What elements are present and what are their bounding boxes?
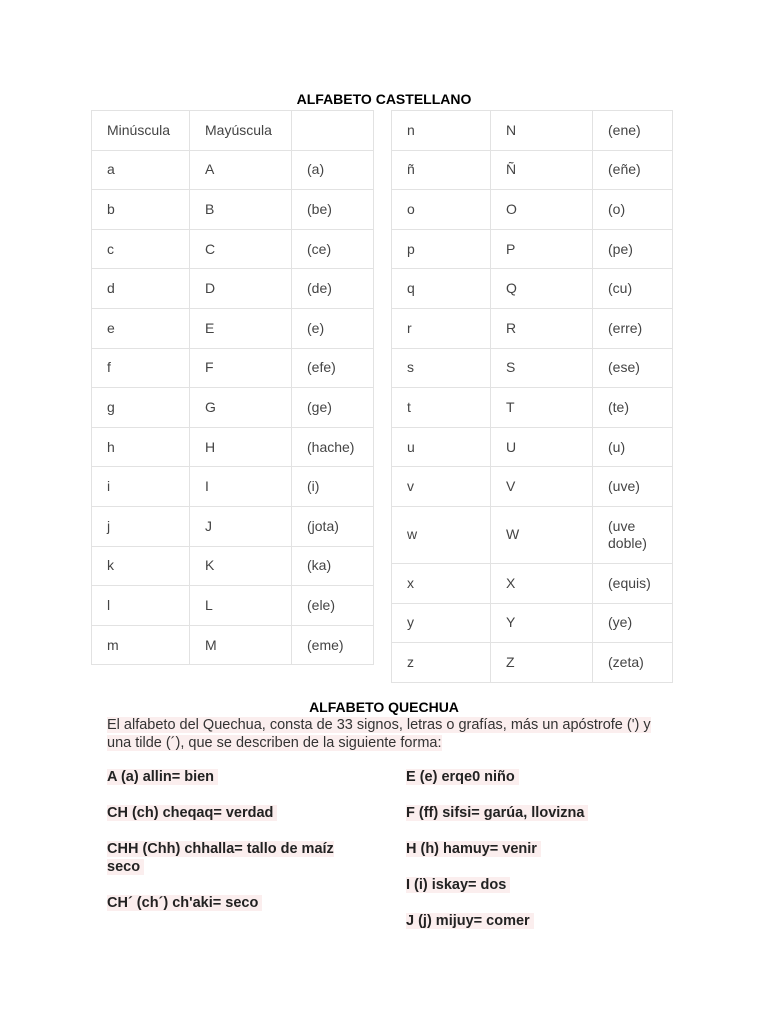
table-row bbox=[92, 308, 374, 348]
header-mayuscula: Mayúscula bbox=[190, 111, 292, 151]
lowercase-cell: k bbox=[92, 546, 190, 586]
quechua-letter-text: E (e) erqe0 niño bbox=[406, 769, 519, 785]
table-row bbox=[392, 269, 673, 309]
uppercase-cell: J bbox=[190, 506, 292, 546]
quechua-letter-item bbox=[107, 804, 357, 822]
lowercase-cell: r bbox=[392, 308, 491, 348]
lowercase-cell: w bbox=[392, 506, 491, 563]
uppercase-cell: Ñ bbox=[491, 150, 593, 190]
uppercase-cell: B bbox=[190, 190, 292, 230]
uppercase-cell: O bbox=[491, 190, 593, 230]
letter-name-cell: (eñe) bbox=[593, 150, 673, 190]
uppercase-cell: L bbox=[190, 586, 292, 626]
table-row bbox=[392, 563, 673, 603]
table-row bbox=[392, 506, 673, 563]
uppercase-cell: X bbox=[491, 563, 593, 603]
uppercase-cell: T bbox=[491, 388, 593, 428]
table-row bbox=[92, 348, 374, 388]
lowercase-cell: t bbox=[392, 388, 491, 428]
letter-name-cell: (u) bbox=[593, 427, 673, 467]
quechua-list-left bbox=[107, 768, 357, 930]
lowercase-cell: a bbox=[92, 150, 190, 190]
letter-name-cell: (ele) bbox=[292, 586, 374, 626]
table-row bbox=[392, 308, 673, 348]
letter-name-cell: (pe) bbox=[593, 229, 673, 269]
table-row bbox=[92, 625, 374, 665]
lowercase-cell: l bbox=[92, 586, 190, 626]
table-row bbox=[92, 150, 374, 190]
lowercase-cell: v bbox=[392, 467, 491, 507]
quechua-letter-item bbox=[107, 894, 357, 912]
table-row bbox=[392, 229, 673, 269]
letter-name-cell: (ge) bbox=[292, 388, 374, 428]
lowercase-cell: d bbox=[92, 269, 190, 309]
uppercase-cell: V bbox=[491, 467, 593, 507]
table-row bbox=[392, 467, 673, 507]
quechua-letter-item bbox=[406, 876, 656, 894]
uppercase-cell: A bbox=[190, 150, 292, 190]
quechua-letter-text: J (j) mijuy= comer bbox=[406, 913, 534, 929]
table-row bbox=[392, 348, 673, 388]
uppercase-cell: E bbox=[190, 308, 292, 348]
lowercase-cell: u bbox=[392, 427, 491, 467]
lowercase-cell: o bbox=[392, 190, 491, 230]
letter-name-cell: (hache) bbox=[292, 427, 374, 467]
uppercase-cell: H bbox=[190, 427, 292, 467]
table-row bbox=[92, 190, 374, 230]
quechua-letter-text: I (i) iskay= dos bbox=[406, 877, 510, 893]
letter-name-cell: (eme) bbox=[292, 625, 374, 665]
lowercase-cell: s bbox=[392, 348, 491, 388]
lowercase-cell: f bbox=[92, 348, 190, 388]
uppercase-cell: P bbox=[491, 229, 593, 269]
letter-name-cell: (jota) bbox=[292, 506, 374, 546]
quechua-letter-item bbox=[406, 912, 656, 930]
quechua-letter-text: CH (ch) cheqaq= verdad bbox=[107, 805, 277, 821]
lowercase-cell: e bbox=[92, 308, 190, 348]
uppercase-cell: W bbox=[491, 506, 593, 563]
table-row bbox=[92, 388, 374, 428]
quechua-letter-text: CHH (Chh) chhalla= tallo de maíz seco bbox=[107, 841, 334, 875]
table-row bbox=[92, 427, 374, 467]
table-row bbox=[92, 229, 374, 269]
castellano-title: ALFABETO CASTELLANO bbox=[296, 91, 472, 107]
castellano-table-left bbox=[91, 110, 374, 665]
letter-name-cell: (uve) bbox=[593, 467, 673, 507]
lowercase-cell: ñ bbox=[392, 150, 491, 190]
lowercase-cell: m bbox=[92, 625, 190, 665]
letter-name-cell: (de) bbox=[292, 269, 374, 309]
uppercase-cell: Q bbox=[491, 269, 593, 309]
quechua-letter-item bbox=[406, 804, 656, 822]
lowercase-cell: z bbox=[392, 643, 491, 683]
letter-name-cell: (ese) bbox=[593, 348, 673, 388]
lowercase-cell: y bbox=[392, 603, 491, 643]
uppercase-cell: N bbox=[491, 111, 593, 151]
quechua-letter-text: F (ff) sifsi= garúa, llovizna bbox=[406, 805, 588, 821]
quechua-letter-text: A (a) allin= bien bbox=[107, 769, 218, 785]
letter-name-cell: (te) bbox=[593, 388, 673, 428]
quechua-letter-item bbox=[107, 840, 357, 876]
table-row bbox=[92, 506, 374, 546]
lowercase-cell: i bbox=[92, 467, 190, 507]
uppercase-cell: Z bbox=[491, 643, 593, 683]
letter-name-cell: (ene) bbox=[593, 111, 673, 151]
lowercase-cell: j bbox=[92, 506, 190, 546]
lowercase-cell: c bbox=[92, 229, 190, 269]
table-row bbox=[92, 546, 374, 586]
lowercase-cell: h bbox=[92, 427, 190, 467]
letter-name-cell: (be) bbox=[292, 190, 374, 230]
table-row bbox=[392, 427, 673, 467]
castellano-table-right bbox=[391, 110, 673, 683]
letter-name-cell: (o) bbox=[593, 190, 673, 230]
table-row bbox=[92, 269, 374, 309]
table-row bbox=[392, 603, 673, 643]
lowercase-cell: q bbox=[392, 269, 491, 309]
uppercase-cell: I bbox=[190, 467, 292, 507]
uppercase-cell: S bbox=[491, 348, 593, 388]
uppercase-cell: G bbox=[190, 388, 292, 428]
table-row bbox=[92, 586, 374, 626]
quechua-intro-text: El alfabeto del Quechua, consta de 33 signos, letras o grafías, más un apóstrofe (') y una tilde (´), que se describen de la siguiente forma: bbox=[107, 717, 651, 751]
table-row bbox=[392, 111, 673, 151]
uppercase-cell: D bbox=[190, 269, 292, 309]
letter-name-cell: (e) bbox=[292, 308, 374, 348]
uppercase-cell: Y bbox=[491, 603, 593, 643]
letter-name-cell: (uve doble) bbox=[593, 506, 673, 563]
table-row bbox=[392, 190, 673, 230]
quechua-letter-text: CH´ (ch´) ch'aki= seco bbox=[107, 895, 262, 911]
header-empty bbox=[292, 111, 374, 151]
letter-name-cell: (ye) bbox=[593, 603, 673, 643]
lowercase-cell: n bbox=[392, 111, 491, 151]
uppercase-cell: U bbox=[491, 427, 593, 467]
uppercase-cell: R bbox=[491, 308, 593, 348]
lowercase-cell: x bbox=[392, 563, 491, 603]
uppercase-cell: F bbox=[190, 348, 292, 388]
letter-name-cell: (efe) bbox=[292, 348, 374, 388]
letter-name-cell: (ka) bbox=[292, 546, 374, 586]
table-row bbox=[392, 643, 673, 683]
quechua-letter-text: H (h) hamuy= venir bbox=[406, 841, 541, 857]
quechua-list-right bbox=[406, 768, 656, 948]
lowercase-cell: g bbox=[92, 388, 190, 428]
letter-name-cell: (zeta) bbox=[593, 643, 673, 683]
quechua-letter-item bbox=[406, 840, 656, 858]
letter-name-cell: (equis) bbox=[593, 563, 673, 603]
quechua-letter-item bbox=[406, 768, 656, 786]
table-row bbox=[392, 150, 673, 190]
table-header-row bbox=[92, 111, 374, 151]
letter-name-cell: (cu) bbox=[593, 269, 673, 309]
uppercase-cell: M bbox=[190, 625, 292, 665]
uppercase-cell: C bbox=[190, 229, 292, 269]
quechua-letter-item bbox=[107, 768, 357, 786]
lowercase-cell: p bbox=[392, 229, 491, 269]
header-minuscula: Minúscula bbox=[92, 111, 190, 151]
quechua-intro bbox=[107, 716, 667, 752]
table-row bbox=[392, 388, 673, 428]
lowercase-cell: b bbox=[92, 190, 190, 230]
uppercase-cell: K bbox=[190, 546, 292, 586]
letter-name-cell: (i) bbox=[292, 467, 374, 507]
quechua-title: ALFABETO QUECHUA bbox=[309, 699, 459, 715]
table-row bbox=[92, 467, 374, 507]
letter-name-cell: (a) bbox=[292, 150, 374, 190]
letter-name-cell: (erre) bbox=[593, 308, 673, 348]
letter-name-cell: (ce) bbox=[292, 229, 374, 269]
